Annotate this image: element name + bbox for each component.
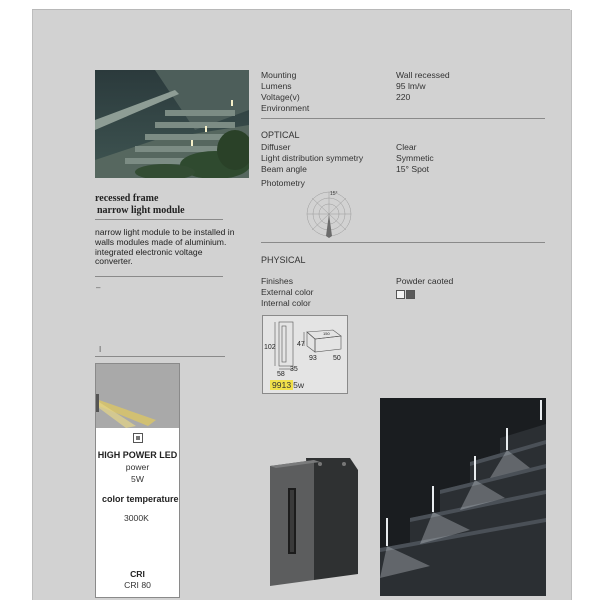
product-title-line1: recessed frame: [95, 193, 159, 204]
lit-stairs-photo: [380, 398, 546, 596]
beam-diagram: [96, 364, 179, 428]
divider: [95, 219, 223, 220]
product-code: [270, 380, 304, 390]
spec-value-finishes: Powder caoted: [396, 276, 454, 286]
divider: [95, 276, 223, 277]
spec-label-voltage: Voltage(v): [261, 92, 300, 102]
divider: [261, 118, 545, 119]
section-title-optical: OPTICAL: [261, 130, 300, 140]
color-temp-label: color temperature: [102, 494, 179, 504]
divider: [95, 356, 225, 357]
spec-label-internal-color: Internal color: [261, 298, 311, 308]
spec-value-lumens: 95 lm/w: [396, 81, 426, 91]
pipe-mark: I: [99, 345, 102, 354]
product-code-highlight: 9913: [272, 380, 292, 390]
cri-value: CRI 80: [124, 580, 151, 590]
spec-label-mounting: Mounting: [261, 70, 297, 80]
spec-label-lumens: Lumens: [261, 81, 292, 91]
spec-value-beam-angle: 15° Spot: [396, 164, 430, 174]
spec-label-photometry: Photometry: [261, 178, 305, 188]
dim-side-width1: 93: [309, 355, 317, 362]
product-title-line2: narrow light module: [97, 205, 185, 216]
swatch-grey: [406, 290, 415, 299]
product-title: [95, 193, 185, 217]
photometry-diagram: [302, 188, 356, 240]
divider: [261, 242, 545, 243]
section-title-physical: PHYSICAL: [261, 255, 306, 265]
spec-label-diffuser: Diffuser: [261, 142, 291, 152]
dim-height: 102: [264, 344, 276, 351]
dim-side-height: 47: [297, 341, 305, 348]
dash-mark: –: [96, 283, 101, 292]
dim-width-front: 58: [277, 371, 285, 378]
power-value: 5W: [131, 474, 144, 484]
led-icon: [96, 433, 179, 445]
stairs-photo: [95, 70, 249, 178]
spec-label-finishes: Finishes: [261, 276, 293, 286]
dim-top-label: 150: [323, 331, 330, 336]
color-temp-value: 3000K: [124, 513, 149, 523]
product-description: narrow light module to be installed in walls modules made of aluminium. integrated electronic voltage converter.: [95, 227, 235, 267]
spec-value-voltage: 220: [396, 92, 411, 102]
spec-value-mounting: Wall recessed: [396, 70, 450, 80]
product-code-suffix: 5w: [293, 380, 305, 390]
spec-value-diffuser: Clear: [396, 142, 417, 152]
spec-label-beam-angle: Beam angle: [261, 164, 307, 174]
dim-depth-front: 35: [290, 366, 298, 373]
product-render: [270, 458, 360, 588]
spec-label-environment: Environment: [261, 103, 310, 113]
power-label: power: [125, 462, 150, 472]
swatch-white: [396, 290, 405, 299]
cri-label: CRI: [130, 569, 145, 579]
dim-side-width2: 50: [333, 355, 341, 362]
spec-label-external-color: External color: [261, 287, 314, 297]
spec-value-symmetry: Symmetic: [396, 153, 434, 163]
led-type: HIGH POWER LED: [97, 450, 178, 460]
photometry-angle-label: 15°: [330, 191, 338, 197]
color-swatches: [396, 286, 416, 304]
led-info-panel: [95, 363, 180, 598]
spec-label-symmetry: Light distribution symmetry: [261, 153, 364, 163]
